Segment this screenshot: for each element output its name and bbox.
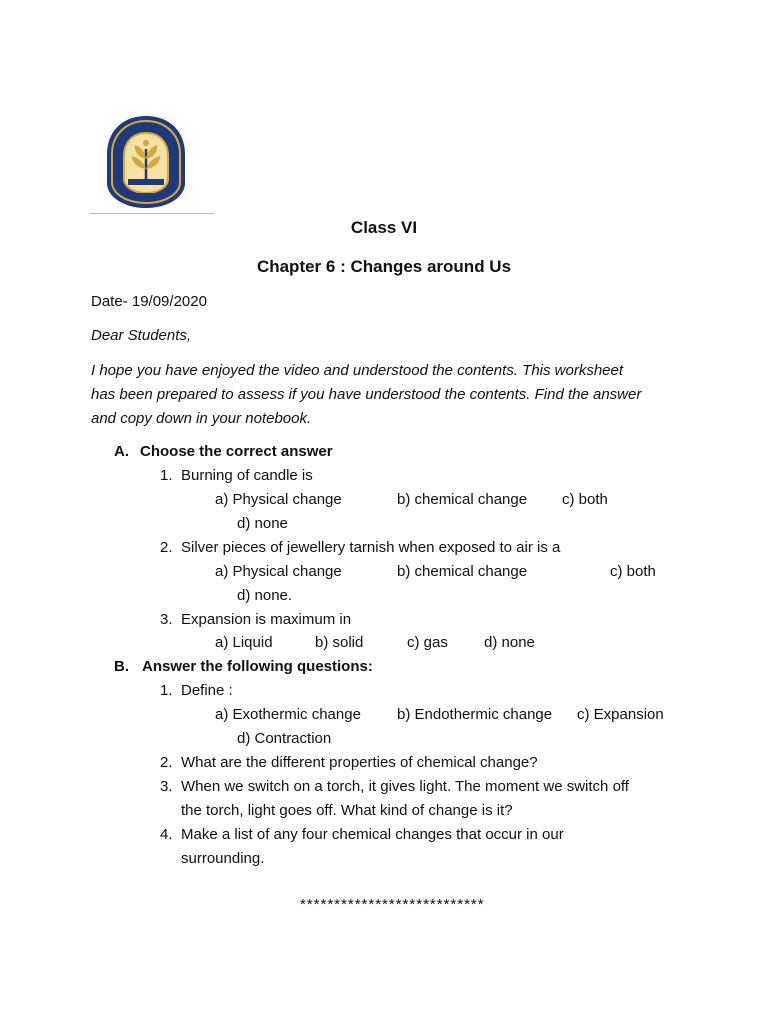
intro-line: and copy down in your notebook. [91,410,312,427]
school-emblem-icon [104,113,188,211]
question-number: 2. [160,539,173,556]
question-number: 1. [160,682,173,699]
question-text: Silver pieces of jewellery tarnish when exposed to air is a [181,539,561,556]
option-a: a) Liquid [215,634,273,651]
question-text-continued: the torch, light goes off. What kind of change is it? [181,802,513,819]
question-text: What are the different properties of chemical change? [181,754,538,771]
date-line [91,293,207,310]
question-text-continued: surrounding. [181,850,265,867]
question-text: When we switch on a torch, it gives light. The moment we switch off [181,778,629,795]
option-c: c) Expansion [577,706,664,723]
option-b: b) solid [315,634,364,651]
question-text: Expansion is maximum in [181,611,352,628]
option-a: a) Physical change [215,491,342,508]
option-b: b) chemical change [397,563,528,580]
intro-paragraph [91,359,691,431]
section-a-letter: A. [114,443,129,460]
intro-line: has been prepared to assess if you have understood the contents. Find the answer [91,386,642,403]
date-value: 19/09/2020 [131,293,207,310]
section-b-title: Answer the following questions: [142,658,373,675]
class-title: Class VI [350,218,418,237]
question-number: 2. [160,754,173,771]
intro-line: I hope you have enjoyed the video and understood the contents. This worksheet [91,362,624,379]
greeting: Dear Students, [91,327,192,344]
option-d: d) none [237,515,288,532]
option-c: c) both [610,563,656,580]
question-number: 3. [160,778,173,795]
section-a-title: Choose the correct answer [140,443,333,460]
question-text: Burning of candle is [181,467,313,484]
option-d: d) Contraction [237,730,332,747]
option-c: c) gas [407,634,448,651]
date-label: Date- [91,293,128,310]
option-b: b) chemical change [397,491,528,508]
option-a: a) Exothermic change [215,706,361,723]
option-b: b) Endothermic change [397,706,553,723]
chapter-title: Chapter 6 : Changes around Us [256,257,512,276]
question-text: Make a list of any four chemical changes that occur in our [181,826,564,843]
section-b-letter: B. [114,658,129,675]
option-d: d) none. [237,587,293,604]
option-c: c) both [562,491,608,508]
logo-divider [90,213,214,214]
question-number: 4. [160,826,173,843]
footer-separator: *************************** [300,896,485,913]
question-number: 1. [160,467,173,484]
question-text: Define : [181,682,233,699]
question-number: 3. [160,611,173,628]
option-d: d) none [484,634,535,651]
option-a: a) Physical change [215,563,342,580]
school-logo [104,113,188,211]
